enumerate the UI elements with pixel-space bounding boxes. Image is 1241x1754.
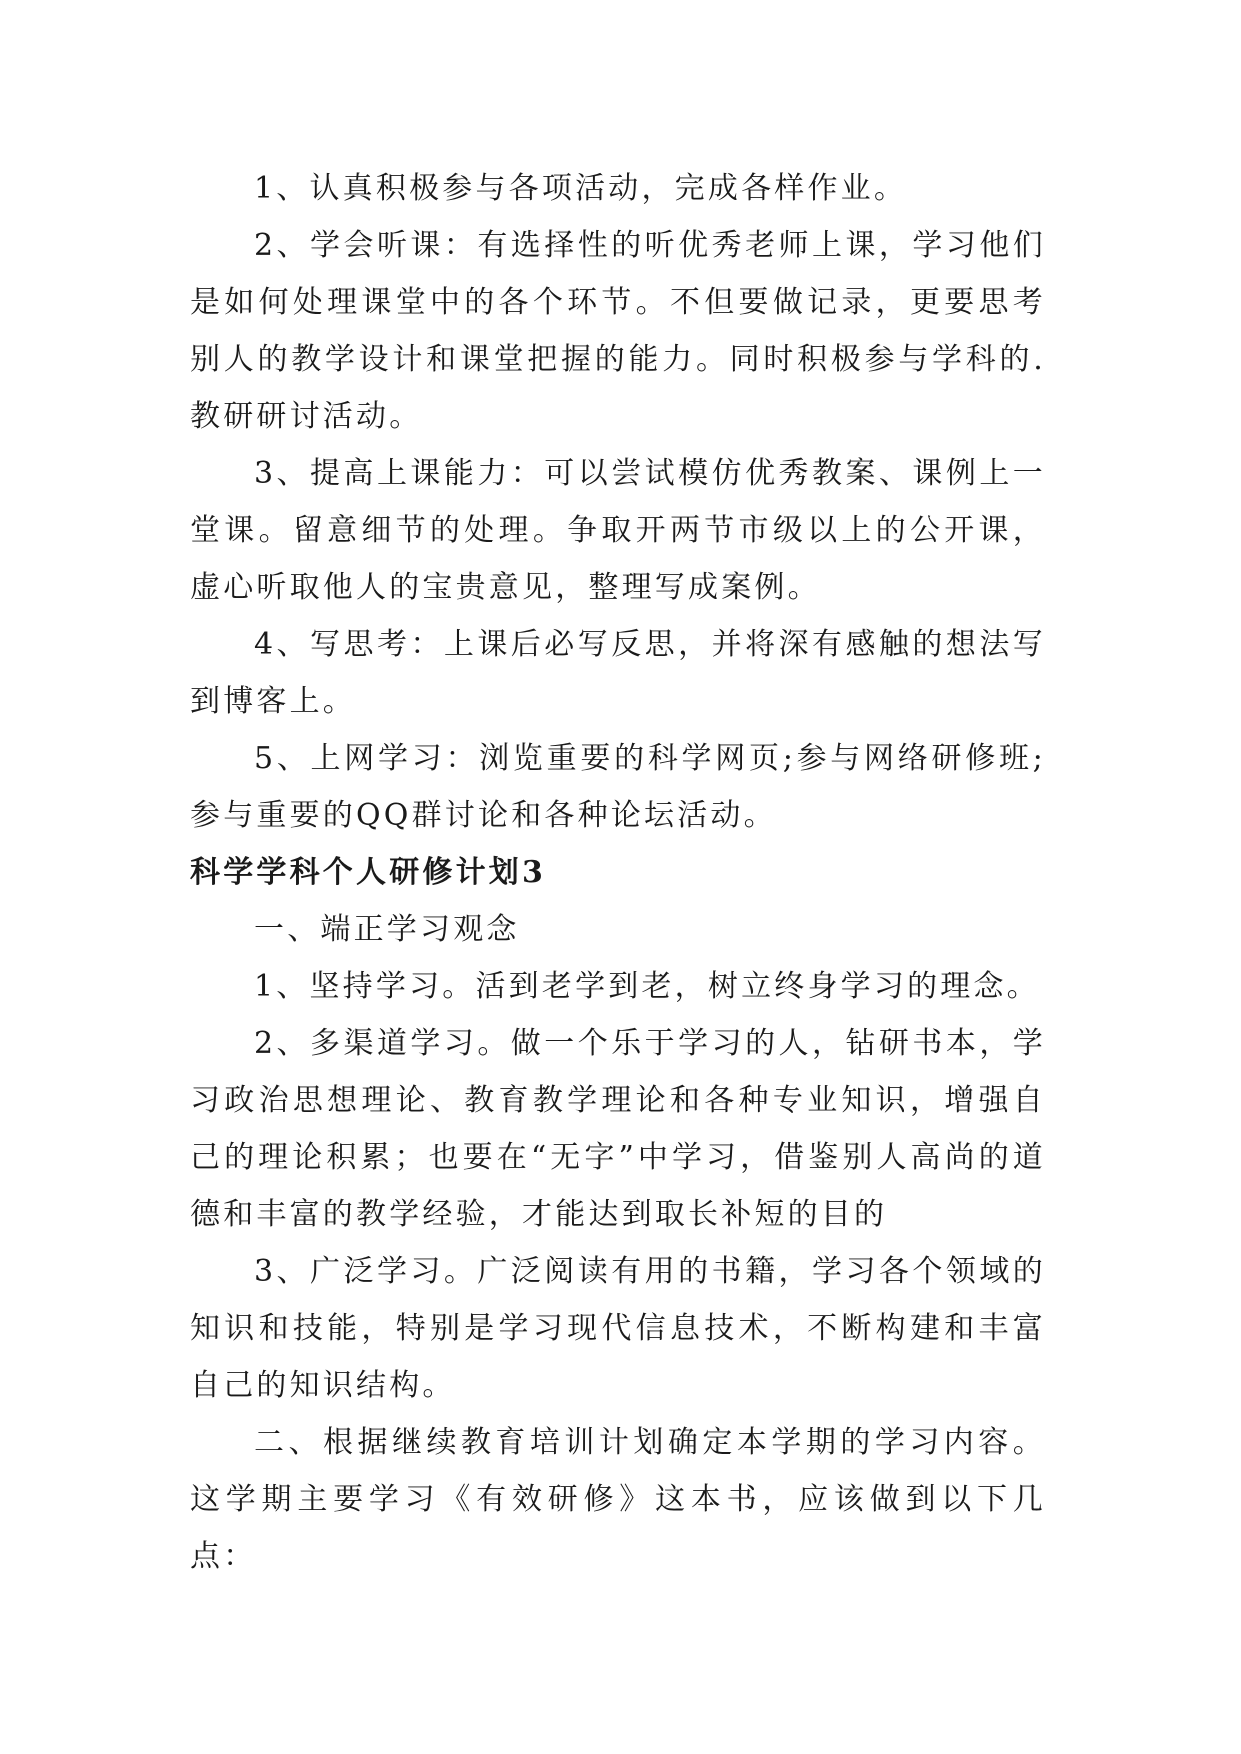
paragraph-item-3: 3、广泛学习。广泛阅读有用的书籍，学习各个领域的知识和技能，特别是学习现代信息技术，不断构建和丰富自己的知识结构。 bbox=[190, 1254, 1046, 1403]
paragraph-item-1: 1、坚持学习。活到老学到老，树立终身学习的理念。 bbox=[254, 969, 1040, 1004]
paragraph-item-4: 4、写思考：上课后必写反思，并将深有感触的想法写到博客上。 bbox=[190, 627, 1046, 719]
paragraph-item-2: 2、学会听课：有选择性的听优秀老师上课，学习他们是如何处理课堂中的各个环节。不但要做记录，更要思考别人的教学设计和课堂把握的能力。同时积极参与学科的.教研研讨活动。 bbox=[190, 228, 1046, 434]
paragraph-part-two: 二、根据继续教育培训计划确定本学期的学习内容。这学期主要学习《有效研修》这本书，应该做到以下几点： bbox=[190, 1425, 1046, 1574]
paragraph-item-5: 5、上网学习：浏览重要的科学网页;参与网络研修班;参与重要的QQ群讨论和各种论坛活动。 bbox=[190, 741, 1046, 833]
paragraph-item-1: 1、认真积极参与各项活动，完成各样作业。 bbox=[254, 171, 908, 206]
paragraph-item-2: 2、多渠道学习。做一个乐于学习的人，钻研书本，学习政治思想理论、教育教学理论和各种专业知识，增强自己的理论积累；也要在“无字”中学习，借鉴别人高尚的道德和丰富的教学经验，才能达到取长补短的目的 bbox=[190, 1026, 1046, 1232]
paragraph-item-3: 3、提高上课能力：可以尝试模仿优秀教案、课例上一堂课。留意细节的处理。争取开两节市级以上的公开课，虚心听取他人的宝贵意见，整理写成案例。 bbox=[190, 456, 1046, 605]
document-body bbox=[190, 160, 1046, 1585]
section-title: 科学学科个人研修计划3 bbox=[190, 855, 547, 890]
subheading-part-one: 一、端正学习观念 bbox=[254, 912, 520, 947]
